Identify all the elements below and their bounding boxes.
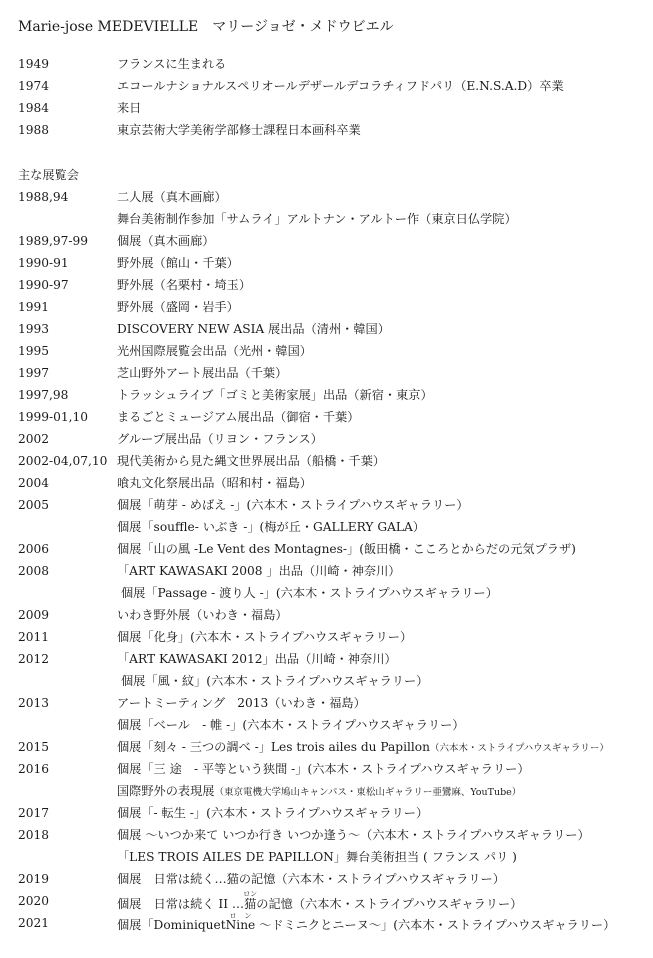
exhibition-text: 個展 日常は続く II …猫ロンの記憶（六本木・ストライプハウスギャラリー） [117, 890, 523, 911]
exhibition-text: 喰丸文化祭展出品（昭和村・福島） [117, 476, 312, 490]
exhibition-description [117, 736, 609, 760]
exhibition-text: 個展 ～いつか来て いつか行き いつか逢う～（六本木・ストライプハウスギャラリー） [117, 828, 590, 842]
exhibition-text: 個展「萌芽 - めばえ -」(六本木・ストライプハウスギャラリー） [117, 498, 469, 512]
exhibition-row [18, 428, 323, 450]
exhibition-text: DISCOVERY NEW ASIA 展出品（清州・韓国） [117, 322, 390, 336]
exhibition-description [117, 428, 323, 450]
exhibition-row [18, 230, 215, 252]
exhibition-text: 個展「風・紋」(六本木・ストライプハウスギャラリー） [121, 674, 429, 688]
exhibition-text: 個展「ベール - 帷 -」(六本木・ストライプハウスギャラリー） [117, 718, 465, 732]
exhibition-text: トラッシュライブ「ゴミと美術家展」出品（新宿・東京） [117, 388, 433, 402]
exhibition-text: 個展「化身」(六本木・ストライプハウスギャラリー） [117, 630, 413, 644]
exhibitions-list [18, 186, 616, 934]
exhibition-row [18, 582, 498, 604]
exhibition-year: 2020 [18, 894, 50, 908]
exhibition-row [18, 626, 413, 648]
exhibition-description [117, 692, 366, 714]
exhibition-description [121, 582, 498, 604]
exhibitions-section [18, 164, 616, 934]
exhibition-text: 野外展（館山・千葉） [117, 256, 239, 270]
exhibition-year: 1999-01,10 [18, 410, 89, 424]
exhibition-year: 2002-04,07,10 [18, 454, 108, 468]
exhibition-description [117, 274, 251, 296]
exhibition-text: 国際野外の表現展 [117, 784, 215, 798]
exhibition-year: 1988,94 [18, 190, 69, 204]
bio-year: 1949 [18, 57, 50, 71]
exhibition-description [117, 450, 385, 472]
exhibition-row [18, 736, 609, 758]
exhibition-venue-small: （東京電機大学鳩山キャンパス・東松山ギャラリー亜鸞麻、YouTube） [214, 787, 522, 798]
exhibition-text: 個展 日常は続く…猫の記憶（六本木・ストライプハウスギャラリー） [117, 872, 505, 886]
exhibition-year: 1997 [18, 366, 50, 380]
exhibition-description [117, 846, 517, 868]
exhibition-description [117, 516, 425, 538]
exhibition-year: 2017 [18, 806, 50, 820]
exhibition-year: 2012 [18, 652, 50, 666]
exhibition-year: 1989,97-99 [18, 234, 89, 248]
exhibition-row [18, 340, 312, 362]
exhibition-description [117, 868, 505, 890]
exhibition-description [117, 494, 469, 516]
exhibition-description [117, 604, 288, 626]
exhibition-year: 1990-97 [18, 278, 69, 292]
exhibition-text: 舞台美術制作参加「サムライ」アルトナン・アルトー作（東京日仏学院） [117, 212, 517, 226]
bio-text: 来日 [117, 101, 142, 115]
exhibition-text: 「LES TROIS AILES DE PAPILLON」舞台美術担当 ( フランス パリ ) [117, 850, 517, 864]
exhibition-row [18, 780, 522, 802]
exhibition-description [117, 714, 464, 736]
exhibition-year: 2019 [18, 872, 50, 886]
exhibition-text: 個展「刻々 - 三つの調べ -」Les trois ailes du Papillon [117, 740, 430, 754]
exhibition-venue-small: （六本木・ストライプハウスギャラリー） [429, 743, 609, 754]
exhibition-description [117, 362, 287, 384]
exhibition-description [117, 252, 239, 274]
exhibition-year: 1993 [18, 322, 50, 336]
exhibition-text: 光州国際展覧会出品（光州・韓国） [117, 344, 312, 358]
exhibition-year: 1990-91 [18, 256, 69, 270]
exhibition-row [18, 406, 360, 428]
exhibition-description [117, 648, 397, 670]
exhibition-row [18, 802, 429, 824]
exhibition-row [18, 494, 469, 516]
exhibition-row [18, 670, 429, 692]
exhibition-text: アートミーティング 2013（いわき・福島） [117, 696, 366, 710]
exhibition-row [18, 384, 433, 406]
exhibition-description [117, 340, 312, 362]
exhibition-row [18, 318, 390, 340]
exhibition-row [18, 538, 576, 560]
exhibition-year: 2011 [18, 630, 50, 644]
exhibition-text: 二人展（真木画廊） [117, 190, 227, 204]
bio-text: エコールナショナルスペリオールデザールデコラチィフドパリ（E.N.S.A.D）卒業 [117, 79, 564, 93]
bio-description [117, 53, 226, 75]
bio-year: 1984 [18, 101, 50, 115]
bio-description [117, 119, 361, 141]
exhibition-text: 「ART KAWASAKI 2012」出品（川崎・神奈川） [117, 652, 397, 666]
exhibition-row [18, 824, 590, 846]
exhibition-description [117, 560, 401, 582]
artist-name-en: Marie-jose MEDEVIELLE [18, 19, 199, 35]
exhibition-description [117, 802, 428, 824]
exhibition-year: 2018 [18, 828, 50, 842]
exhibition-row [18, 758, 530, 780]
exhibition-description [117, 296, 239, 318]
bio-text: 東京芸術大学美術学部修士課程日本画科卒業 [117, 123, 361, 137]
exhibition-text: 野外展（名栗村・埼玉） [117, 278, 252, 292]
exhibition-row [18, 186, 227, 208]
exhibition-text: 個展「DominiquetNineロン ～ドミニクとニーヌ～」(六本木・ストライプハウスギャラリー） [117, 912, 616, 932]
exhibition-text: 芝山野外アート展出品（千葉） [117, 366, 288, 380]
exhibition-text: 個展「souffle- いぶき -」(梅が丘・GALLERY GALA） [117, 520, 425, 534]
exhibition-text: 野外展（盛岡・岩手） [117, 300, 239, 314]
exhibition-year: 2006 [18, 542, 50, 556]
bio-description [117, 75, 564, 97]
ruby-annotation: 猫ロン [243, 890, 258, 911]
exhibition-text: 個展「三 途 - 平等という狭間 -」(六本木・ストライプハウスギャラリー） [117, 762, 530, 776]
exhibition-year: 2013 [18, 696, 50, 710]
bio-year: 1974 [18, 79, 50, 93]
exhibition-row [18, 274, 252, 296]
exhibition-row [18, 846, 517, 868]
exhibition-description [117, 472, 312, 494]
exhibition-year: 2015 [18, 740, 50, 754]
exhibition-description [117, 538, 576, 560]
exhibition-description [117, 186, 227, 208]
exhibition-row [18, 516, 425, 538]
ruby-annotation: Nineロン [225, 912, 256, 932]
artist-name-jp: マリージョゼ・メドウビエル [212, 19, 394, 35]
exhibition-year: 1991 [18, 300, 50, 314]
exhibition-description [117, 406, 359, 428]
exhibition-text: グループ展出品（リヨン・フランス） [117, 432, 323, 446]
exhibition-row [18, 868, 505, 890]
exhibition-row [18, 208, 517, 230]
exhibition-description [117, 758, 530, 780]
exhibition-description [117, 384, 433, 406]
exhibition-row [18, 912, 616, 934]
exhibition-text: 個展（真木画廊） [117, 234, 215, 248]
exhibition-description [117, 318, 390, 340]
exhibition-row [18, 362, 288, 384]
bio-text: フランスに生まれる [117, 57, 227, 71]
exhibition-description [117, 824, 590, 846]
exhibition-text: 「ART KAWASAKI 2008 」出品（川崎・神奈川） [117, 564, 401, 578]
exhibition-year: 2004 [18, 476, 50, 490]
exhibition-year: 1997,98 [18, 388, 69, 402]
exhibition-row [18, 560, 401, 582]
bio-description [117, 97, 141, 119]
exhibition-row [18, 714, 465, 736]
exhibition-text: 個展「山の風 -Le Vent des Montagnes-」(飯田橋・こころとからだの元気プラザ) [117, 542, 576, 556]
exhibition-row [18, 450, 386, 472]
exhibition-description [117, 912, 615, 936]
exhibition-text: まるごとミュージアム展出品（御宿・千葉） [117, 410, 360, 424]
exhibition-row [18, 604, 288, 626]
exhibition-text: 個展「Passage - 渡り人 -」(六本木・ストライプハウスギャラリー） [121, 586, 498, 600]
exhibition-year: 2016 [18, 762, 50, 776]
exhibition-year: 2021 [18, 916, 50, 930]
exhibition-row [18, 252, 239, 274]
exhibition-year: 2008 [18, 564, 50, 578]
exhibition-description [117, 208, 517, 230]
exhibition-year: 2005 [18, 498, 50, 512]
exhibition-year: 1995 [18, 344, 50, 358]
exhibition-description [117, 230, 215, 252]
exhibition-row [18, 692, 366, 714]
bio-year: 1988 [18, 123, 50, 137]
exhibition-row [18, 648, 397, 670]
exhibition-description [117, 626, 412, 648]
exhibition-text: 個展「- 転生 -」(六本木・ストライプハウスギャラリー） [117, 806, 429, 820]
page-title [18, 16, 394, 36]
exhibition-text: いわき野外展（いわき・福島） [117, 608, 288, 622]
exhibitions-heading: 主な展覧会 [18, 168, 79, 182]
exhibition-row [18, 890, 523, 912]
exhibition-year: 2002 [18, 432, 50, 446]
exhibition-row [18, 296, 239, 318]
exhibition-row [18, 472, 312, 494]
exhibition-description [121, 670, 428, 692]
exhibition-description [117, 780, 521, 804]
exhibition-text: 現代美術から見た縄文世界展出品（船橋・千葉） [117, 454, 386, 468]
exhibition-year: 2009 [18, 608, 50, 622]
